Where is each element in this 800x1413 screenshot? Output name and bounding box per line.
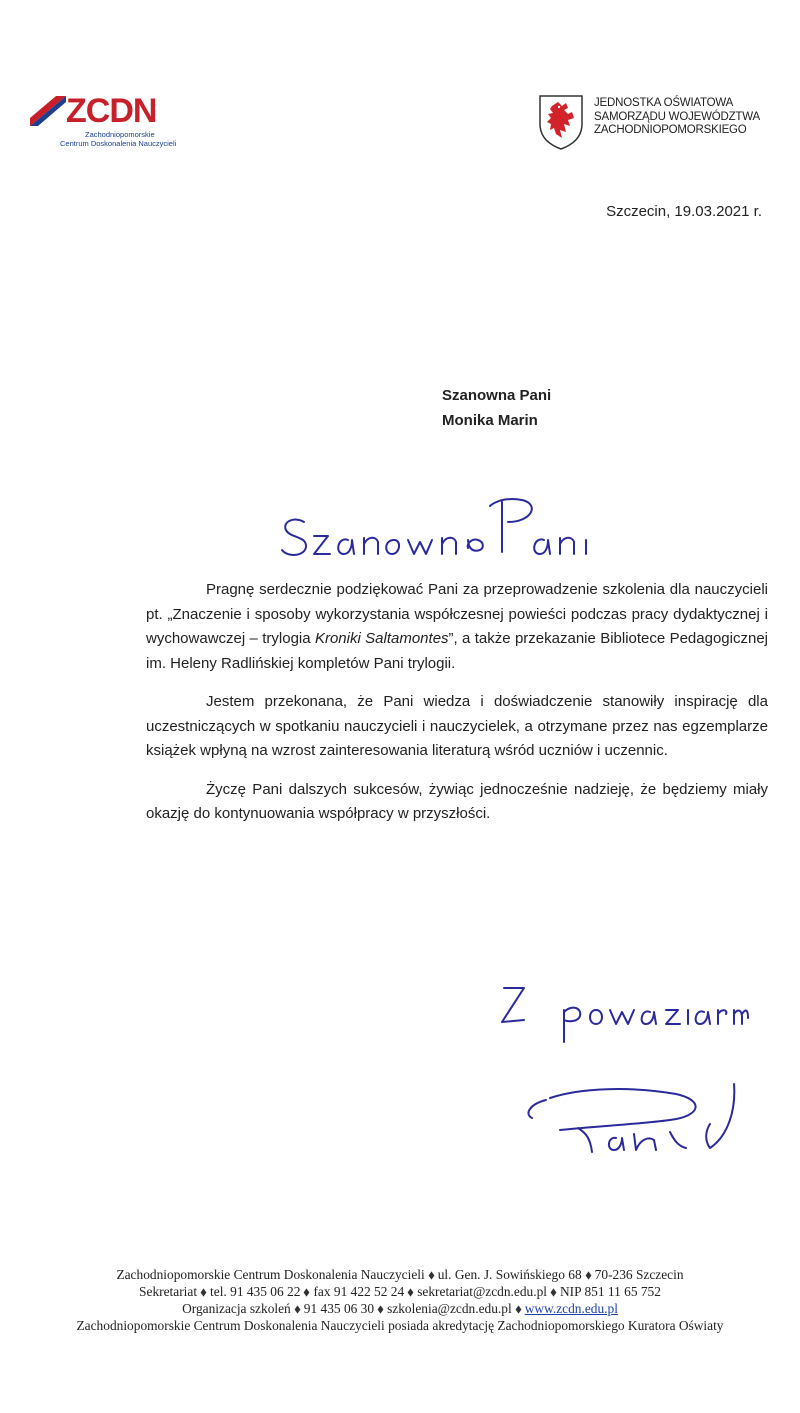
footer-trainings: Organizacja szkoleń [182,1301,291,1316]
footer-email[interactable]: sekretariat@zcdn.edu.pl [417,1284,548,1299]
footer-fax: fax 91 422 52 24 [313,1284,405,1299]
body-paragraph-3: Życzę Pani dalszych sukcesów, żywiąc jednocześnie nadzieję, że będziemy miały okazję do kontynuowania współpracy w przyszłości. [146,780,768,822]
letter-date: Szczecin, 19.03.2021 r. [606,203,762,220]
separator-icon [428,1271,434,1279]
footer-postal-city: 70-236 Szczecin [594,1267,684,1282]
footer-line-2 [0,1283,800,1300]
zcdn-logo-name: ZCDN [66,92,157,130]
handwritten-salutation [276,492,596,572]
addressee-salutation: Szanowna Pani [442,387,552,404]
trilogy-title: Kroniki Saltamontes [314,630,449,647]
separator-icon [294,1305,300,1313]
footer-line-4: Zachodniopomorskie Centrum Doskonalenia Nauczycieli posiada akredytację Zachodniopomorskiego Kuratora Oświaty [76,1318,724,1333]
footer-nip: NIP 851 11 65 752 [560,1284,661,1299]
footer-trainings-email[interactable]: szkolenia@zcdn.edu.pl [387,1301,512,1316]
institution-name [594,97,760,138]
body-paragraph-1 [146,578,768,676]
footer-secretariat: Sekretariat [139,1284,198,1299]
separator-icon [408,1288,414,1296]
separator-icon [515,1305,521,1313]
footer-website-link[interactable]: www.zcdn.edu.pl [524,1301,618,1316]
zcdn-logo [30,92,180,152]
institution-line2: SAMORZĄDU WOJEWÓDZTWA [594,110,760,123]
paragraph-1-text-a: Pragnę serdecznie podziękować Pani za przeprowadzenie szkolenia dla nauczycieli pt. „Znaczenie i sposoby wykorzystania współczesnej powieści podczas pracy dydaktycznej i wychowawczej – trylogia [146,581,768,647]
letter-footer [0,1266,800,1334]
addressee-name: Monika Marin [442,412,538,429]
zcdn-mark-icon [30,96,66,126]
separator-icon [378,1305,384,1313]
footer-phone: tel. 91 435 06 22 [210,1284,301,1299]
footer-org-name: Zachodniopomorskie Centrum Doskonalenia Nauczycieli [116,1267,425,1282]
body-paragraph-2: Jestem przekonana, że Pani wiedza i doświadczenie stanowiły inspirację dla uczestniczących w spotkaniu nauczycieli i nauczycielek, a otrzymane przez nas egzemplarze książek wpłyną na wzrost zainteresowania literaturą wśród uczniów i uczennic. [146,693,768,759]
institution-line3: ZACHODNIOPOMORSKIEGO [594,124,747,136]
separator-icon [201,1288,207,1296]
letter-body [146,578,768,841]
separator-icon [585,1271,591,1279]
paragraph-1-text-b: ”, a także przekazanie Bibliotece Pedagogicznej im. Heleny Radlińskiej kompletów Pani trylogii. [146,630,768,672]
footer-trainings-phone: 91 435 06 30 [303,1301,375,1316]
handwritten-closing [490,980,750,1050]
zcdn-subtitle-line2: Centrum Doskonalenia Nauczycieli [60,139,177,148]
footer-line-3 [0,1300,800,1317]
institution-line1: JEDNOSTKA OŚWIATOWA [594,97,734,109]
footer-address: ul. Gen. J. Sowińskiego 68 [437,1267,582,1282]
separator-icon [551,1288,557,1296]
zcdn-subtitle-line1: Zachodniopomorskie [85,130,155,139]
footer-line-1 [0,1266,800,1283]
separator-icon [304,1288,310,1296]
signature [520,1080,750,1170]
griffin-crest-icon [538,94,584,150]
